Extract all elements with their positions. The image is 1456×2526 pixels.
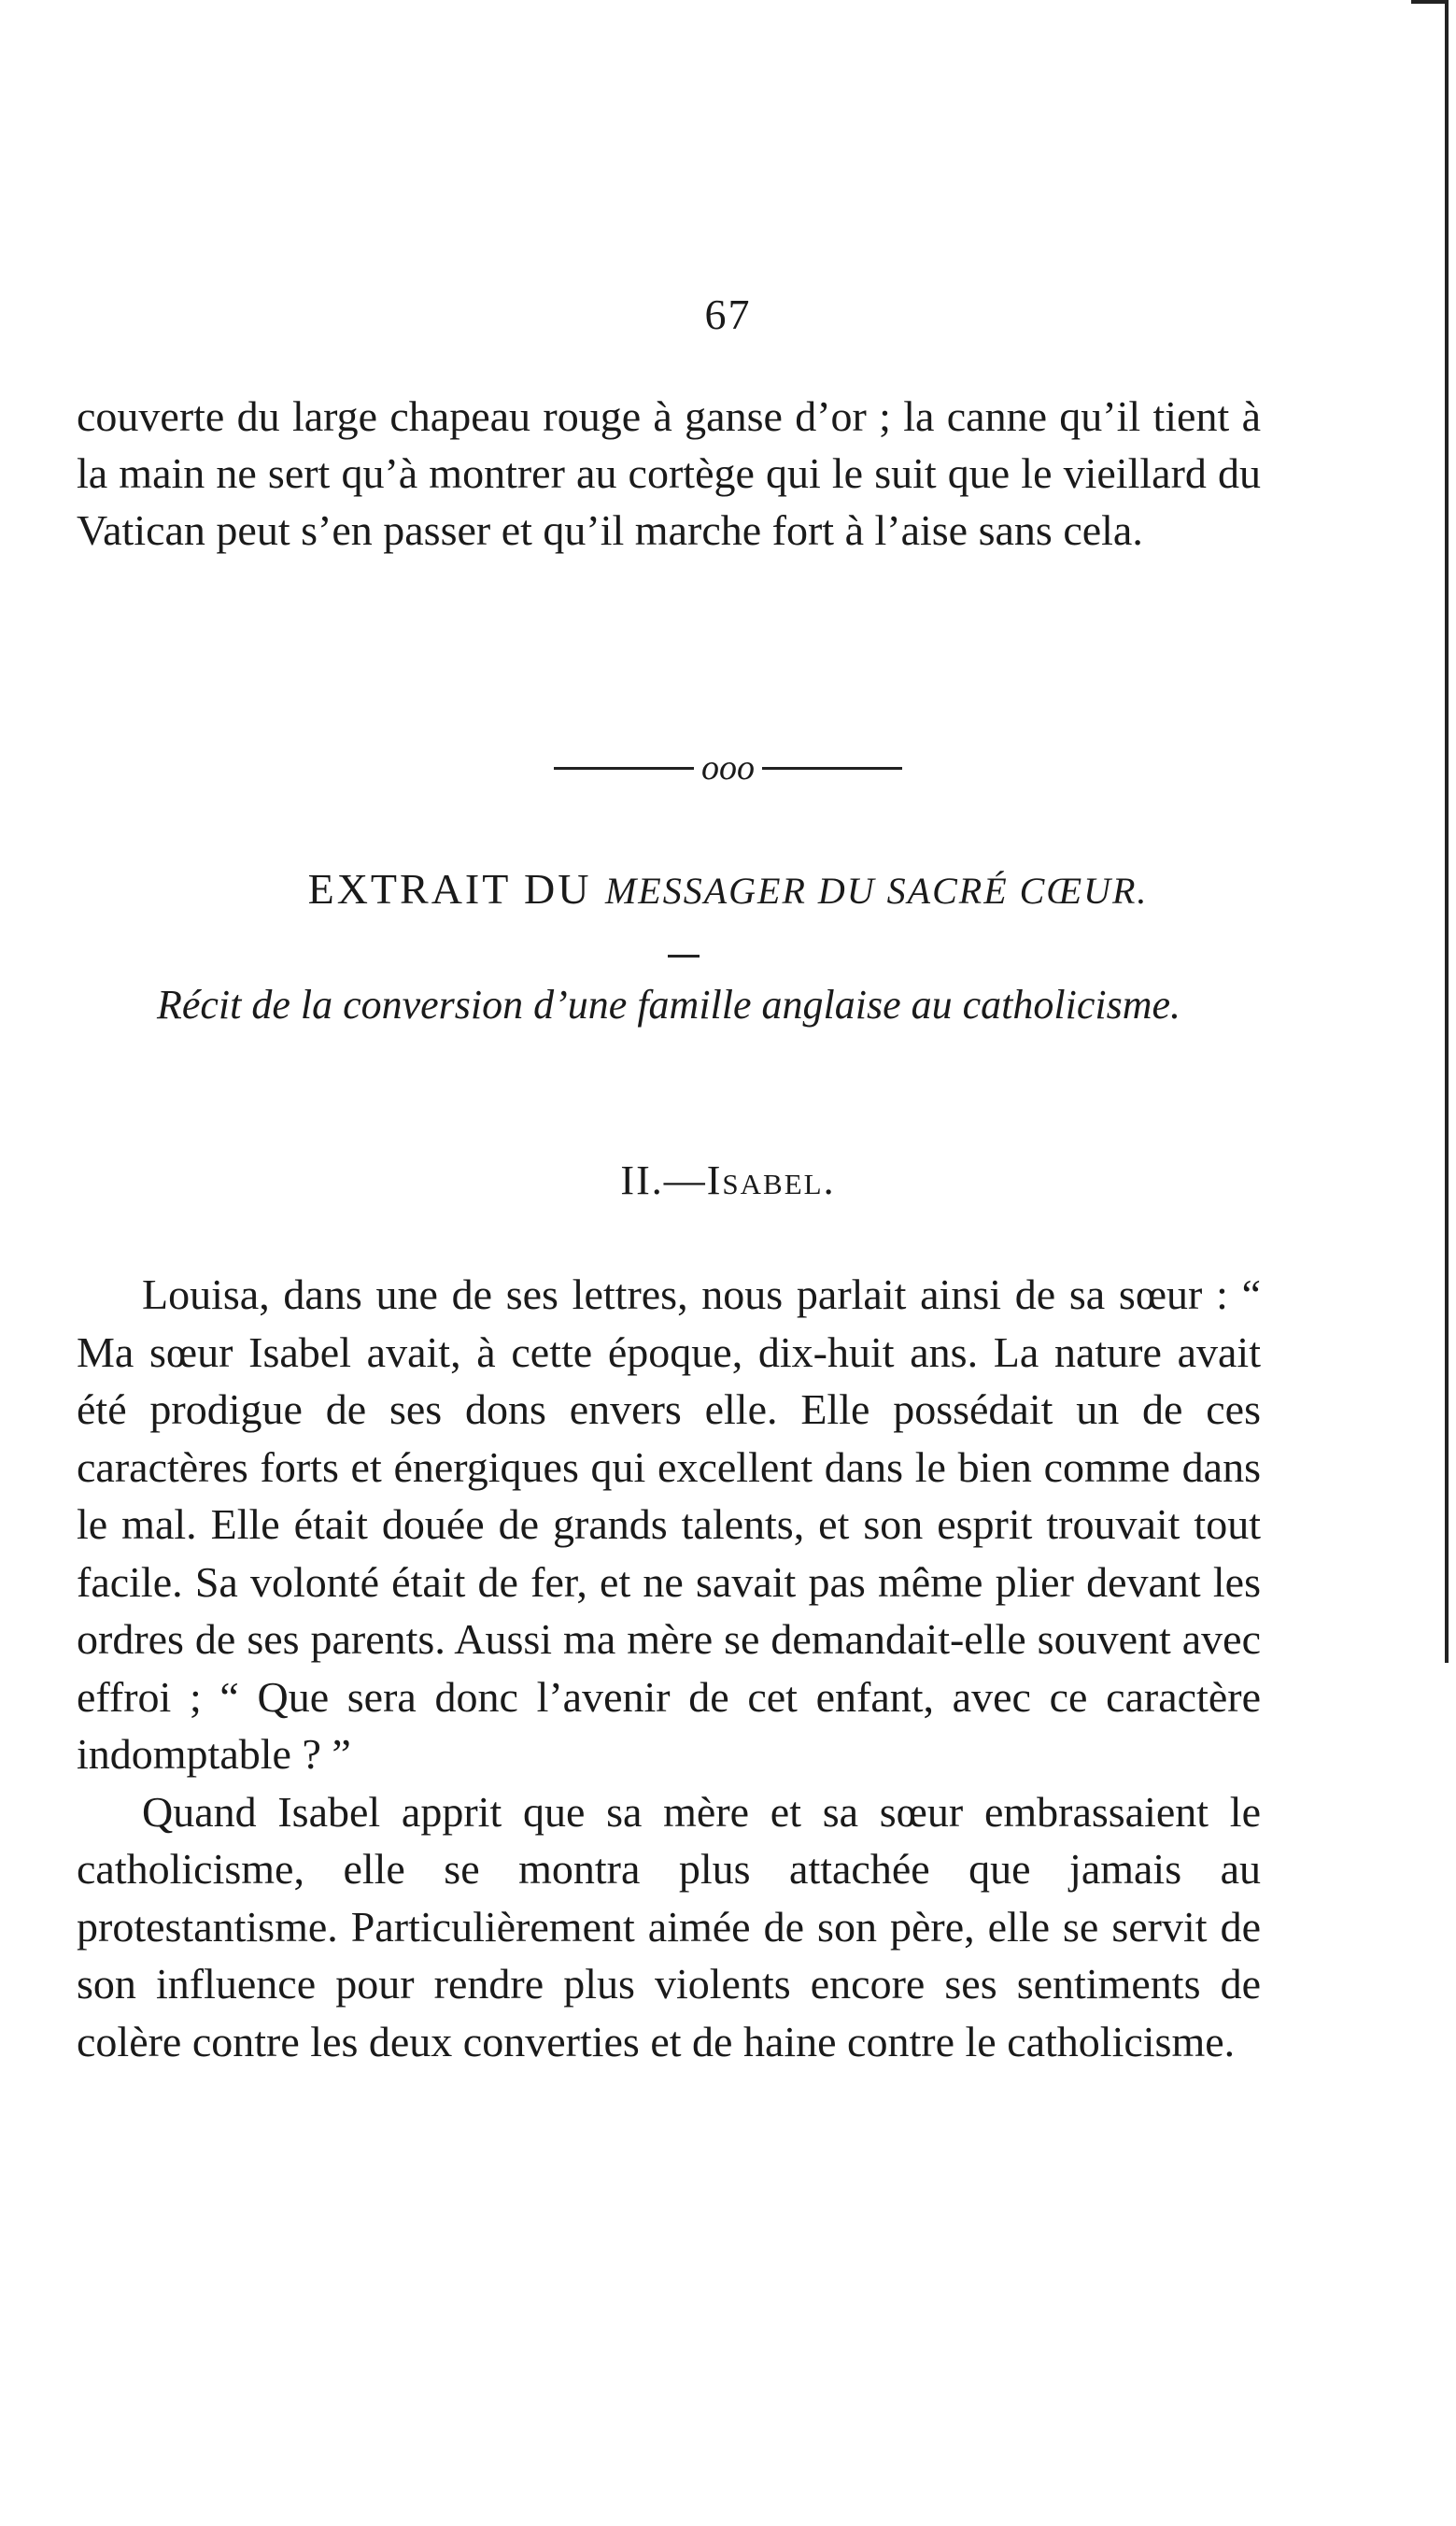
- section-number: II.—: [620, 1157, 707, 1203]
- section-name: Isabel.: [706, 1157, 836, 1203]
- article-heading: [0, 864, 1456, 914]
- article-subtitle: Récit de la conversion d’une famille anglaise au catholicisme.: [156, 982, 1181, 1028]
- heading-rule: [668, 955, 700, 958]
- page-edge-line: [1445, 0, 1449, 1663]
- section-heading: [0, 1157, 1456, 1204]
- body-paragraph-2: Quand Isabel apprit que sa mère et sa sœur embrassaient le catholicisme, elle se montra plus attachée que jamais au protestantisme. Particulièrement aimée de son père, elle se servit de son influence pour rendre plus violents encore ses sentiments de colère contre les deux converties et de haine contre le catholicisme.: [77, 1787, 1261, 2065]
- section-separator: [0, 747, 1456, 788]
- body-paragraph-1: Louisa, dans une de ses lettres, nous parlait ainsi de sa sœur : “ Ma sœur Isabel avait, à cette époque, dix-huit ans. La nature avait été prodigue de ses dons envers elle. Elle possédait un de ces caractères forts et énergiques qui excellent dans le bien comme dans le mal. Elle était douée de grands talents, et son esprit trouvait tout facile. Sa volonté était de fer, et ne savait pas même plier devant les ordres de ses parents. Aussi ma mère se demandait-elle souvent avec effroi ; “ Que sera donc l’avenir de cet enfant, avec ce caractère indomptable ? ”: [77, 1270, 1261, 1778]
- body-text: [77, 1266, 1261, 2070]
- heading-title: MESSAGER DU SACRÉ CŒUR.: [604, 870, 1149, 912]
- page-number: 67: [704, 291, 752, 338]
- separator-line-left: [554, 767, 694, 770]
- heading-prefix: EXTRAIT DU: [307, 865, 592, 913]
- page-edge-cap: [1411, 0, 1449, 4]
- separator-ornament: ooo: [701, 748, 755, 788]
- separator-line-right: [762, 767, 902, 770]
- continuation-paragraph: couverte du large chapeau rouge à ganse d’or ; la canne qu’il tient à la main ne sert qu’à montrer au cortège qui le suit que le vieillard du Vatican peut s’en passer et qu’il marche fort à l’aise sans cela.: [77, 392, 1261, 554]
